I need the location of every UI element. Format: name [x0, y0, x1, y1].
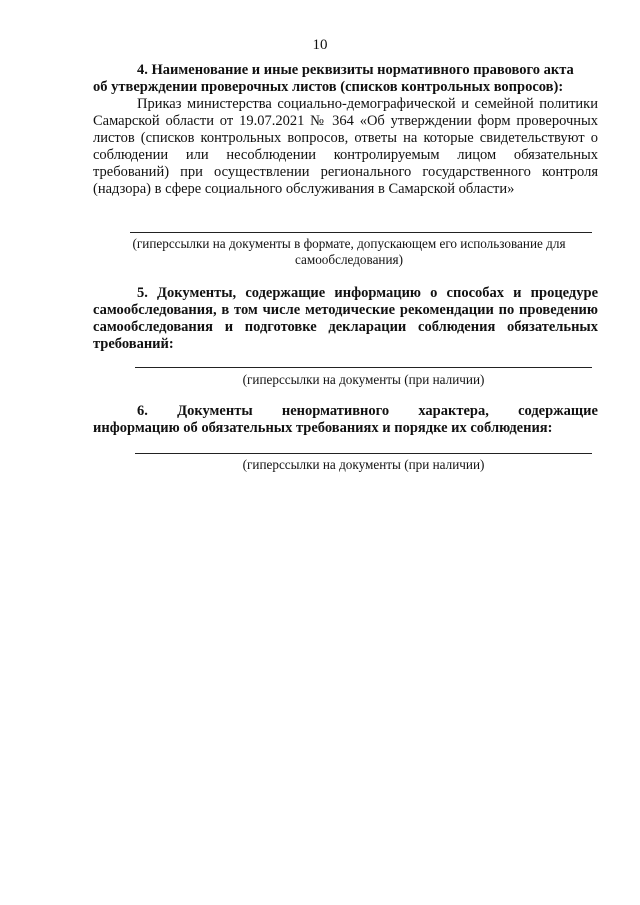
section-4-caption-line-1: (гиперссылки на документы в формате, допускающем его использование для	[132, 236, 566, 251]
page-number: 10	[312, 37, 328, 53]
section-4-caption-line-2: самообследования)	[294, 252, 403, 267]
section-6-caption: (гиперссылки на документы (при наличии)	[242, 457, 485, 472]
section-6-heading-line-1	[137, 403, 598, 420]
hyperlink-rule-4	[130, 232, 592, 233]
section-4-heading-line-1: 4. Наименование и иные реквизиты нормативного правового акта	[137, 62, 574, 78]
section-6-heading-line-2: информацию об обязательных требованиях и порядке их соблюдения:	[93, 420, 553, 436]
section-5-caption: (гиперссылки на документы (при наличии)	[242, 372, 485, 387]
hyperlink-rule-5	[135, 367, 592, 368]
section-5-heading: 5. Документы, содержащие информацию о способах и процедуре самообследования, в том числе методические рекомендации по проведению самообследования и подготовке декларации соблюдения обязательных требований:	[93, 285, 598, 352]
hyperlink-rule-6	[135, 453, 592, 454]
section-4-body: Приказ министерства социально-демографической и семейной политики Самарской области от 19.07.2021 № 364 «Об утверждении форм проверочных листов (списков контрольных вопросов, ответы на которые свидетельствуют о соблюдении или несоблюдении контролируемым лицом обязательных требований) при осуществлении регионального государственного контроля (надзора) в сфере социального обслуживания в Самарской области»	[93, 96, 598, 197]
section-6-word-2: ненормативного	[281, 403, 390, 419]
section-6-word-1: Документы	[177, 403, 253, 419]
section-6-number: 6.	[137, 403, 148, 419]
section-4-heading-line-2: об утверждении проверочных листов (списков контрольных вопросов):	[93, 79, 564, 95]
section-6-word-4: содержащие	[518, 403, 598, 419]
section-6-word-3: характера,	[418, 403, 489, 419]
